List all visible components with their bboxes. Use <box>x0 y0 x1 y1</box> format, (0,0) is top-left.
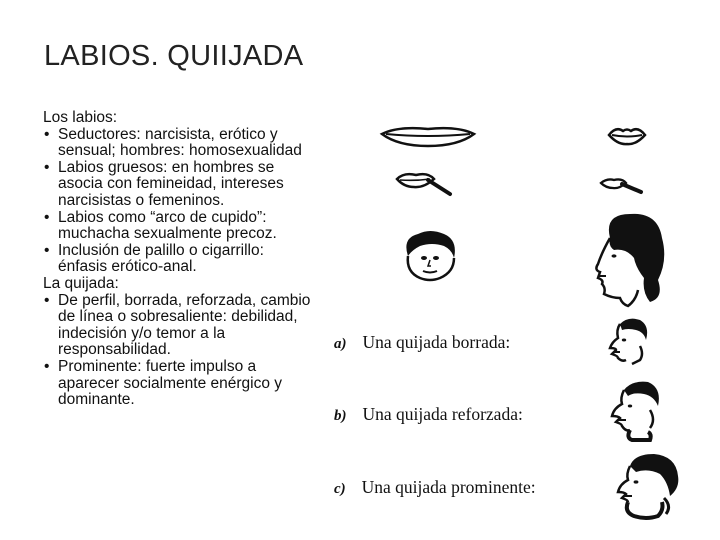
front-face-drawing <box>398 228 462 284</box>
caption-c-letter: c) <box>334 481 346 497</box>
caption-c-text: Una quijada prominente: <box>361 477 536 497</box>
profile-woman-drawing <box>584 208 668 308</box>
lips-with-stick-drawing <box>394 170 456 198</box>
caption-b <box>334 404 523 425</box>
lips-item-palillo: • Inclusión de palillo o cigarrillo: énfasis erótico-anal. <box>43 243 315 276</box>
thick-lips-drawing <box>378 122 478 152</box>
lips-list <box>43 127 315 276</box>
reinforced-jaw-profile-drawing <box>610 378 664 446</box>
jaw-item-prominente: • Prominente: fuerte impulso a aparecer socialmente enérgico y dominante. <box>43 359 315 409</box>
slide-body <box>43 110 315 409</box>
lips-heading: Los labios: <box>43 109 118 126</box>
erased-jaw-profile-drawing <box>604 316 650 372</box>
lips-item-seductores: • Seductores: narcisista, erótico y sensual; hombres: homosexualidad <box>43 127 315 160</box>
prominent-jaw-profile-drawing <box>614 452 682 524</box>
caption-c <box>334 477 536 498</box>
jaw-item-perfil: • De perfil, borrada, reforzada, cambio de línea o sobresaliente: debilidad, indecisión y/o temor a la responsabilidad. <box>43 293 315 359</box>
cupid-bow-lips-drawing <box>606 124 648 148</box>
jaw-heading: La quijada: <box>43 274 119 292</box>
lips-with-cigarette-drawing <box>598 176 646 196</box>
lips-item-gruesos: • Labios gruesos: en hombres se asocia con femineidad, intereses narcisistas o femeninos. <box>43 160 315 210</box>
caption-b-text: Una quijada reforzada: <box>362 404 523 424</box>
lips-item-arco-cupido: • Labios como “arco de cupido”: muchacha sexualmente precoz. <box>43 210 315 243</box>
caption-a <box>334 332 510 353</box>
slide-title: LABIOS. QUIIJADA <box>44 40 304 72</box>
caption-b-letter: b) <box>334 408 347 424</box>
caption-a-text: Una quijada borrada: <box>362 332 511 352</box>
caption-a-letter: a) <box>334 336 347 352</box>
jaw-list <box>43 293 315 409</box>
